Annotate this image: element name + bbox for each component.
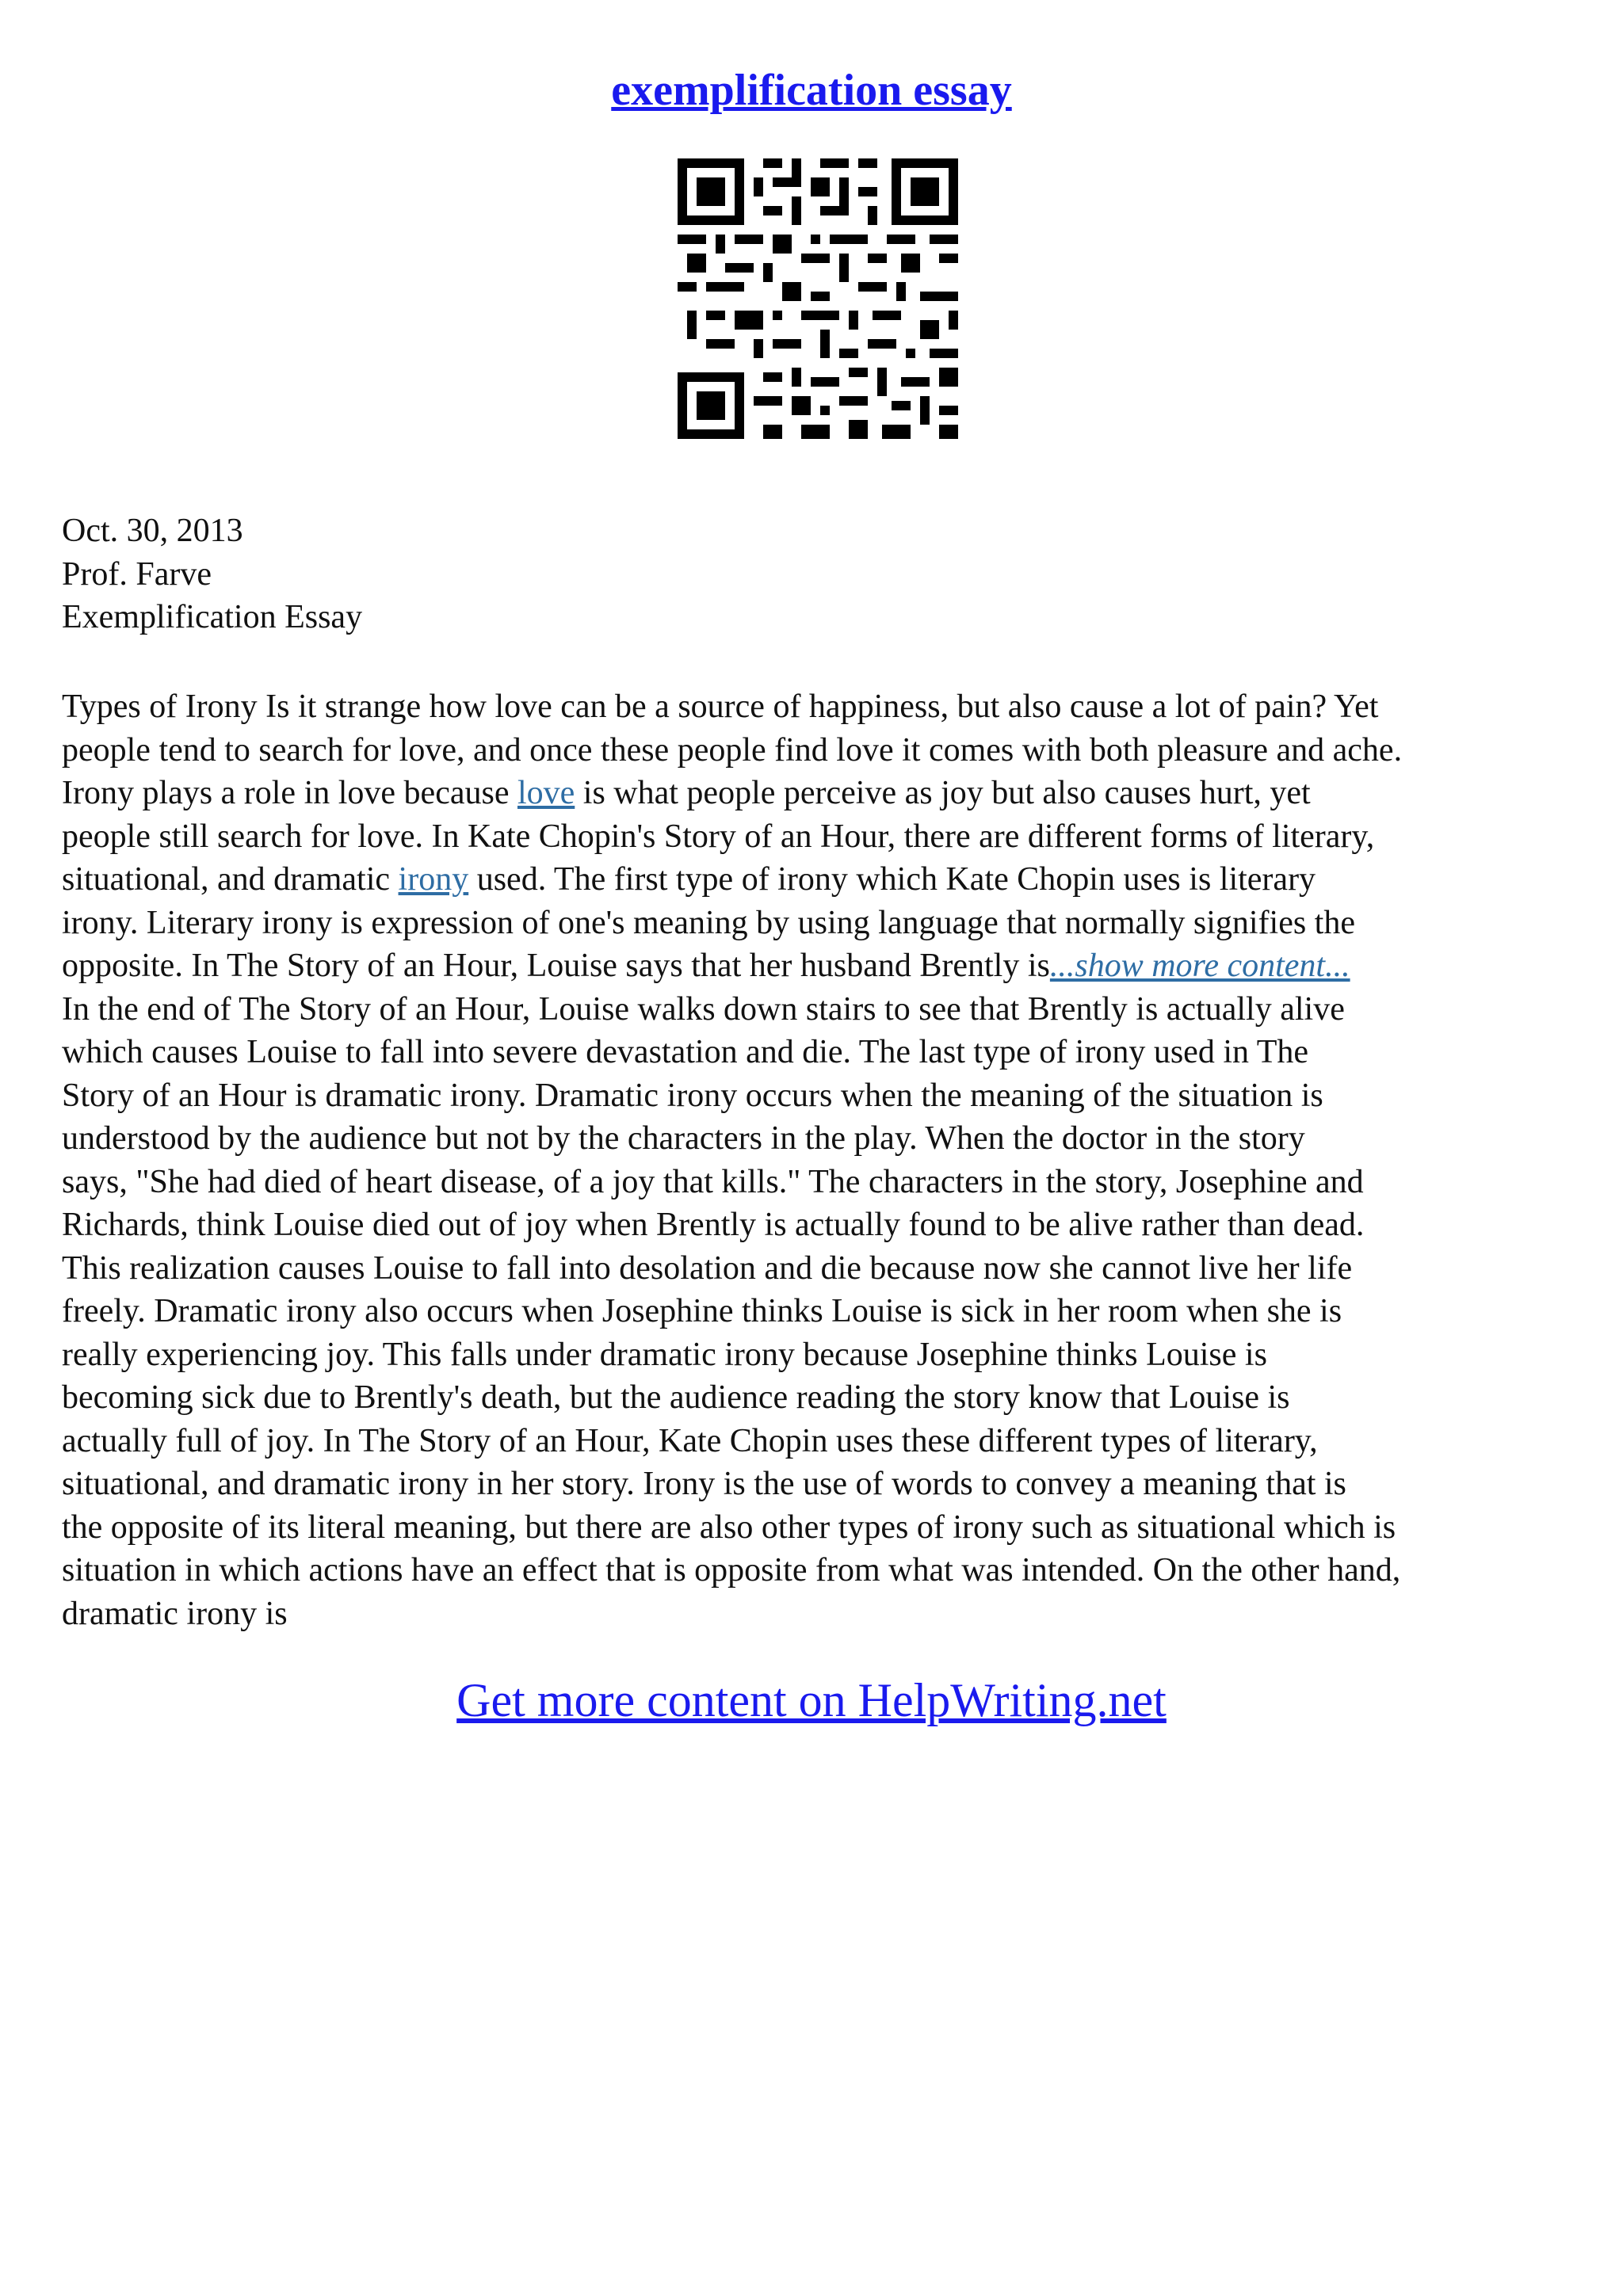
essay-line: Story of an Hour is dramatic irony. Dramatic irony occurs when the meaning of the situation is	[62, 1077, 1323, 1114]
essay-line	[62, 944, 1560, 988]
essay-line: freely. Dramatic irony also occurs when Josephine thinks Louise is sick in her room when she is	[62, 1293, 1342, 1329]
essay-line: Richards, think Louise died out of joy when Brently is actually found to be alive rather than dead.	[62, 1207, 1365, 1243]
title-link[interactable]: exemplification essay	[611, 66, 1012, 115]
essay-line	[62, 858, 1560, 902]
essay-line: people still search for love. In Kate Chopin's Story of an Hour, there are different forms of literary,	[62, 818, 1375, 855]
essay-line: situation in which actions have an effect that is opposite from what was intended. On the other hand,	[62, 1552, 1401, 1589]
essay-text: used. The first type of irony which Kate Chopin uses is literary	[468, 861, 1316, 898]
essay-text: Irony plays a role in love because	[62, 775, 517, 811]
essay-line: the opposite of its literal meaning, but there are also other types of irony such as situational which is	[62, 1508, 1396, 1546]
essay-text: opposite. In The Story of an Hour, Louise says that her husband Brently is	[62, 948, 1050, 984]
essay-line: becoming sick due to Brently's death, but the audience reading the story know that Louise is	[62, 1379, 1290, 1416]
essay-text: is what people perceive as joy but also causes hurt, yet	[575, 775, 1311, 811]
essay-date: Oct. 30, 2013	[62, 513, 243, 549]
irony-link[interactable]: irony	[398, 861, 469, 898]
love-link[interactable]: love	[517, 775, 575, 811]
essay-line: which causes Louise to fall into severe devastation and die. The last type of irony used in The	[62, 1034, 1309, 1070]
page-title	[0, 62, 1623, 119]
essay-heading: Exemplification Essay	[62, 599, 363, 635]
footer	[0, 1670, 1623, 1730]
essay-professor: Prof. Farve	[62, 555, 212, 593]
essay-line: understood by the audience but not by the characters in the play. When the doctor in the story	[62, 1120, 1305, 1157]
essay-line: Types of Irony Is it strange how love can be a source of happiness, but also cause a lot of pain? Yet	[62, 688, 1379, 725]
essay-line: actually full of joy. In The Story of an Hour, Kate Chopin uses these different types of literary,	[62, 1422, 1318, 1459]
essay-line: situational, and dramatic irony in her story. Irony is the use of words to convey a meaning that is	[62, 1466, 1346, 1502]
get-more-content-link[interactable]: Get more content on HelpWriting.net	[456, 1674, 1167, 1726]
essay-meta	[62, 509, 362, 639]
essay-body	[62, 685, 1560, 1635]
essay-line: really experiencing joy. This falls under dramatic irony because Josephine thinks Louise is	[62, 1336, 1267, 1373]
essay-line	[62, 772, 1560, 815]
essay-line: says, "She had died of heart disease, of a joy that kills." The characters in the story, Josephine and	[62, 1163, 1364, 1200]
essay-line: irony. Literary irony is expression of one's meaning by using language that normally signifies the	[62, 904, 1355, 941]
show-more-link[interactable]: ...show more content...	[1049, 948, 1350, 984]
essay-line: This realization causes Louise to fall into desolation and die because now she cannot live her life	[62, 1249, 1353, 1287]
qr-code-image	[678, 158, 958, 439]
essay-line: In the end of The Story of an Hour, Louise walks down stairs to see that Brently is actually alive	[62, 990, 1345, 1028]
essay-text: situational, and dramatic	[62, 861, 399, 898]
essay-line: dramatic irony is	[62, 1595, 288, 1632]
essay-line: people tend to search for love, and once these people find love it comes with both pleasure and ache.	[62, 731, 1403, 769]
